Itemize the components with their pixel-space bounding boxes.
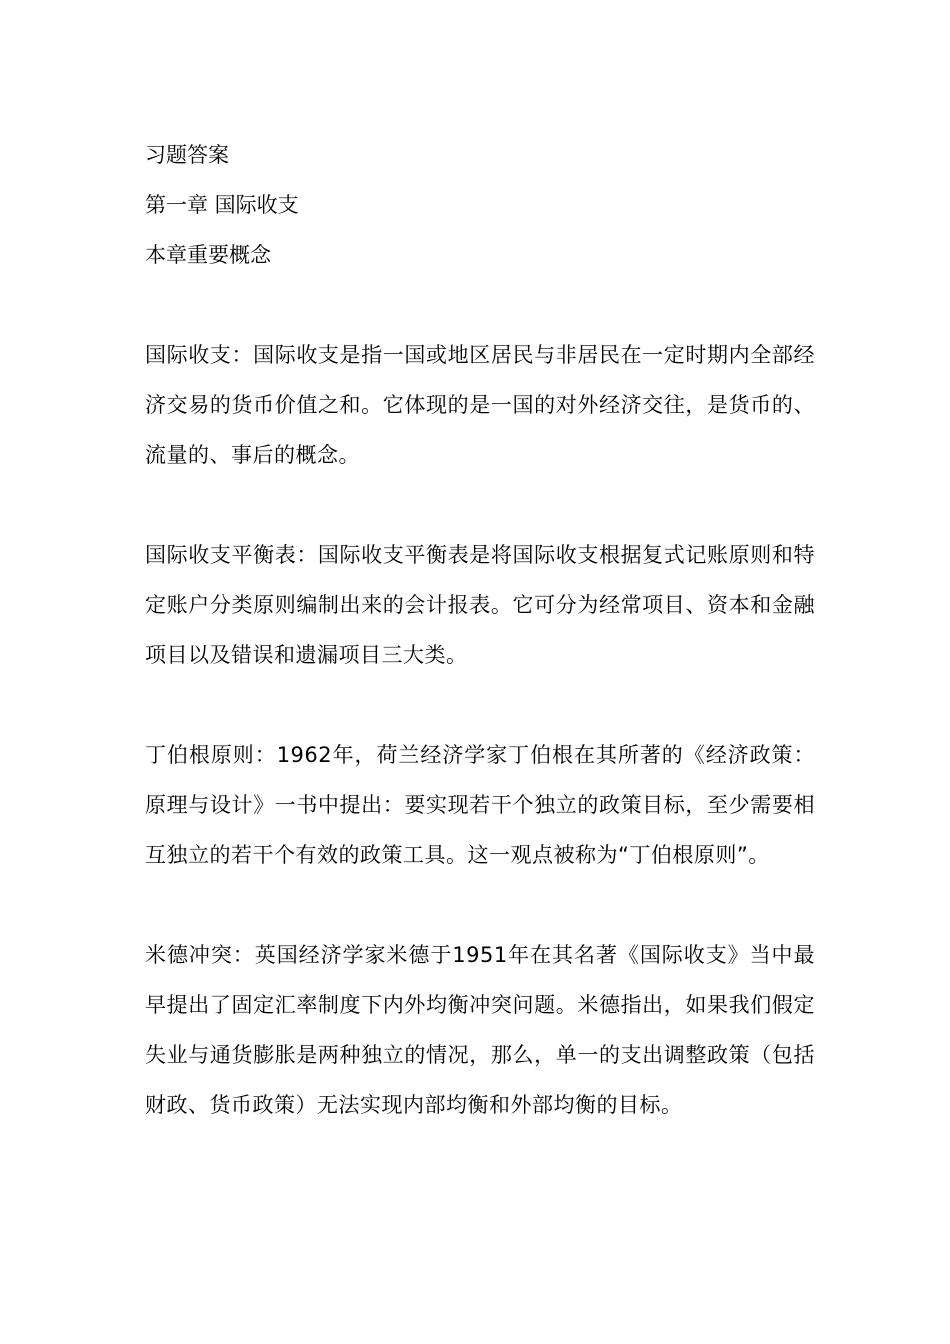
- spacer: [145, 680, 815, 730]
- concept-paragraph-balance-of-payments: 国际收支：国际收支是指一国或地区居民与非居民在一定时期内全部经济交易的货币价值之和。它体现的是一国的对外经济交往，是货币的、流量的、事后的概念。: [145, 343, 815, 467]
- spacer: [145, 280, 815, 330]
- document-body: [145, 130, 815, 1130]
- document-title: 习题答案: [145, 143, 229, 167]
- concept-paragraph-bop-statement: 国际收支平衡表：国际收支平衡表是将国际收支根据复式记账原则和特定账户分类原则编制出来的会计报表。它可分为经常项目、资本和金融项目以及错误和遗漏项目三大类。: [145, 543, 815, 667]
- concept-paragraph-tinbergen-rule: 丁伯根原则：1962年，荷兰经济学家丁伯根在其所著的《经济政策：原理与设计》一书中提出：要实现若干个独立的政策目标，至少需要相互独立的若干个有效的政策工具。这一观点被称为“丁伯根原则”。: [145, 743, 815, 867]
- section-heading: 本章重要概念: [145, 243, 271, 267]
- chapter-heading: 第一章 国际收支: [145, 193, 299, 217]
- spacer: [145, 480, 815, 530]
- concept-paragraph-meade-conflict: 米德冲突：英国经济学家米德于1951年在其名著《国际收支》当中最早提出了固定汇率制度下内外均衡冲突问题。米德指出，如果我们假定失业与通货膨胀是两种独立的情况，那么，单一的支出调整政策（包括财政、货币政策）无法实现内部均衡和外部均衡的目标。: [145, 943, 815, 1117]
- spacer: [145, 880, 815, 930]
